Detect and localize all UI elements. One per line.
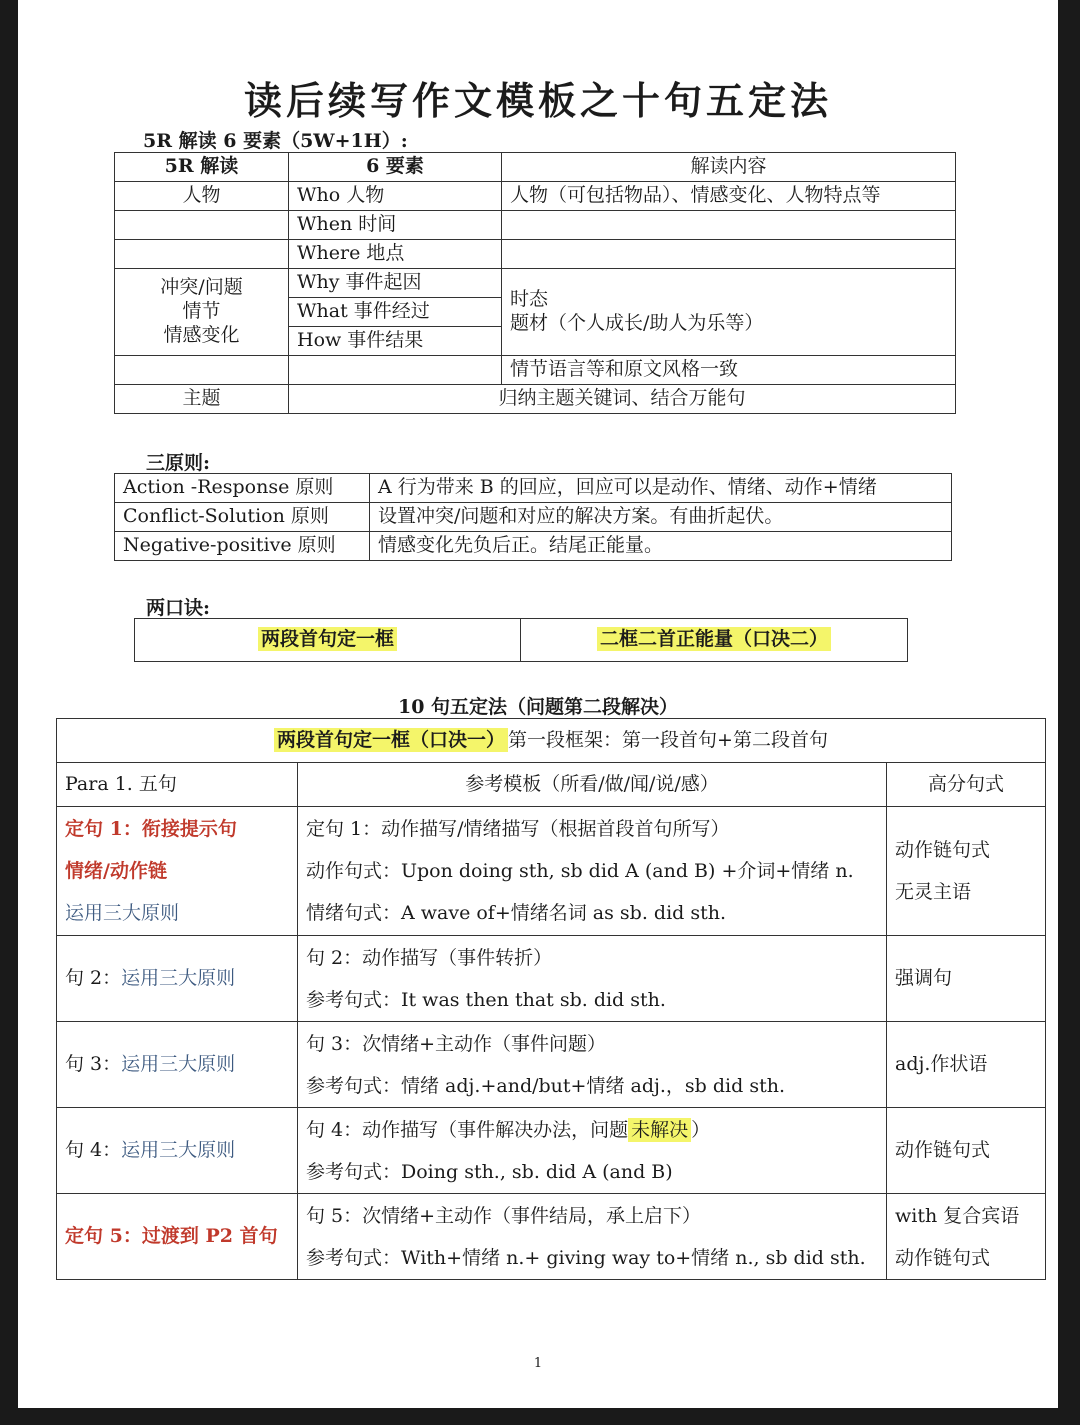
label-blue: 运用三大原则 <box>121 1052 236 1075</box>
cell <box>115 240 289 269</box>
highscore-line: with 复合宾语 <box>895 1204 1020 1227</box>
table-row <box>115 385 956 414</box>
sentence-1-label <box>57 807 298 936</box>
sentence-1-highscore <box>887 807 1046 936</box>
document-title: 读后续写作文模板之十句五定法 <box>243 78 832 123</box>
principle-name: Negative-positive 原则 <box>115 532 370 561</box>
template-line: 句 5：次情绪+主动作（事件结局，承上启下） <box>306 1204 702 1227</box>
table-row <box>115 356 956 385</box>
cell-conflict <box>115 269 289 356</box>
two-mnemonics-table <box>134 618 908 662</box>
template-line: 句 2：动作描写（事件转折） <box>306 946 553 969</box>
principle-desc: 设置冲突/问题和对应的解决方案。有曲折起伏。 <box>370 503 952 532</box>
template-line: 参考句式：Doing sth., sb. did A (and B) <box>306 1160 673 1183</box>
cell <box>289 356 502 385</box>
table-row <box>57 763 1046 807</box>
cell-line: 题材（个人成长/助人为乐等） <box>510 312 764 334</box>
sentence-5-label <box>57 1194 298 1280</box>
sentence-3-label <box>57 1022 298 1108</box>
template-text: ） <box>691 1118 711 1141</box>
section4-title: 10 句五定法（问题第二段解决） <box>397 696 679 718</box>
col-header-highscore: 高分句式 <box>887 763 1046 807</box>
table-row <box>115 269 956 298</box>
section1-label: 5R 解读 6 要素（5W+1H）: <box>143 130 408 152</box>
cell: Who 人物 <box>289 182 502 211</box>
table-row <box>115 182 956 211</box>
label-blue: 运用三大原则 <box>121 1138 236 1161</box>
principle-name: Action -Response 原则 <box>115 474 370 503</box>
table-row <box>57 1194 1046 1280</box>
sentence-2-highscore: 强调句 <box>887 936 1046 1022</box>
table-header-banner <box>57 719 1046 763</box>
template-line: 句 3：次情绪+主动作（事件问题） <box>306 1032 607 1055</box>
highscore-line: 动作链句式 <box>895 1246 991 1269</box>
template-line: 参考句式：It was then that sb. did sth. <box>306 988 666 1011</box>
col-header-template: 参考模板（所看/做/闻/说/感） <box>298 763 887 807</box>
table-row <box>57 807 1046 936</box>
unsolved-highlight: 未解决 <box>628 1118 691 1142</box>
sentence-3-highscore: adj.作状语 <box>887 1022 1046 1108</box>
header-rest: 第一段框架：第一段首句+第二段首句 <box>508 728 828 751</box>
template-line: 参考句式：With+情绪 n.+ giving way to+情绪 n., sb did sth. <box>306 1246 866 1269</box>
table-row <box>115 503 952 532</box>
cell: What 事件经过 <box>289 298 502 327</box>
header-content: 解读内容 <box>502 153 956 182</box>
table-row <box>115 474 952 503</box>
template-line: 参考句式：情绪 adj.+and/but+情绪 adj.，sb did sth. <box>306 1074 785 1097</box>
cell <box>115 356 289 385</box>
cell: 主题 <box>115 385 289 414</box>
section2-label: 三原则: <box>146 452 211 474</box>
label-prefix: 句 2： <box>65 966 122 989</box>
cell: 人物（可包括物品）、情感变化、人物特点等 <box>502 182 956 211</box>
cell-tense <box>502 269 956 356</box>
highscore-line: 无灵主语 <box>895 881 972 903</box>
ten-sentence-table <box>56 718 1046 1280</box>
label-prefix: 句 4： <box>65 1138 122 1161</box>
cell: 情节语言等和原文风格一致 <box>502 356 956 385</box>
cell: Why 事件起因 <box>289 269 502 298</box>
sentence-5-highscore <box>887 1194 1046 1280</box>
cell: 归纳主题关键词、结合万能句 <box>289 385 956 414</box>
sentence-3-template <box>298 1022 887 1108</box>
sentence-5-template <box>298 1194 887 1280</box>
sentence-4-template <box>298 1108 887 1194</box>
cell: 人物 <box>115 182 289 211</box>
header-highlight: 两段首句定一框（口决一） <box>274 728 508 752</box>
label-blue: 运用三大原则 <box>121 966 236 989</box>
template-line <box>306 1109 878 1151</box>
highscore-line: 动作链句式 <box>895 839 991 861</box>
template-line: 定句 1：动作描写/情绪描写（根据首段首句所写） <box>306 818 730 840</box>
cell <box>502 240 956 269</box>
table-row <box>115 532 952 561</box>
label-line: 定句 1：衔接提示句 <box>65 818 237 840</box>
table-row <box>57 936 1046 1022</box>
table-row <box>57 1022 1046 1108</box>
table-row <box>57 719 1046 763</box>
table-row <box>57 1108 1046 1194</box>
sentence-2-label <box>57 936 298 1022</box>
table-row <box>135 619 908 662</box>
mnemonic-one: 两段首句定一框 <box>258 627 397 651</box>
sentence-4-label <box>57 1108 298 1194</box>
cell-line: 冲突/问题 <box>160 276 243 299</box>
sentence-1-template <box>298 807 887 936</box>
template-line: 情绪句式：A wave of+情绪名词 as sb. did sth. <box>306 902 727 924</box>
page-number: 1 <box>533 1356 543 1371</box>
mnemonic-two: 二框二首正能量（口决二） <box>597 627 831 651</box>
table-row <box>115 211 956 240</box>
template-line: 动作句式：Upon doing sth, sb did A (and B) +介词+情绪 n. <box>306 860 854 882</box>
col-header-para: Para 1. 五句 <box>57 763 298 807</box>
label-line: 情绪/动作链 <box>65 860 167 882</box>
cell-line: 情感变化 <box>163 323 240 346</box>
three-principles-table <box>114 473 952 561</box>
cell-line: 时态 <box>510 288 549 311</box>
cell: How 事件结果 <box>289 327 502 356</box>
six-elements-table <box>114 152 956 414</box>
principle-desc: A 行为带来 B 的回应，回应可以是动作、情绪、动作+情绪 <box>370 474 952 503</box>
header-6-elements: 6 要素 <box>289 153 502 182</box>
cell: When 时间 <box>289 211 502 240</box>
cell: Where 地点 <box>289 240 502 269</box>
label-red: 定句 5：过渡到 P2 首句 <box>65 1224 278 1247</box>
sentence-2-template <box>298 936 887 1022</box>
cell <box>115 211 289 240</box>
table-row <box>115 153 956 182</box>
template-text: 句 4：动作描写（事件解决办法，问题 <box>306 1118 629 1141</box>
cell <box>502 211 956 240</box>
principle-desc: 情感变化先负后正。结尾正能量。 <box>370 532 952 561</box>
label-line: 运用三大原则 <box>65 902 180 924</box>
label-prefix: 句 3： <box>65 1052 122 1075</box>
mnemonic-two-cell <box>521 619 908 662</box>
table-row <box>115 240 956 269</box>
mnemonic-one-cell <box>135 619 521 662</box>
sentence-4-highscore: 动作链句式 <box>887 1108 1046 1194</box>
section3-label: 两口诀: <box>146 597 211 619</box>
principle-name: Conflict-Solution 原则 <box>115 503 370 532</box>
document-page <box>18 0 1058 1408</box>
header-5r: 5R 解读 <box>115 153 289 182</box>
cell-line: 情节 <box>182 300 221 323</box>
